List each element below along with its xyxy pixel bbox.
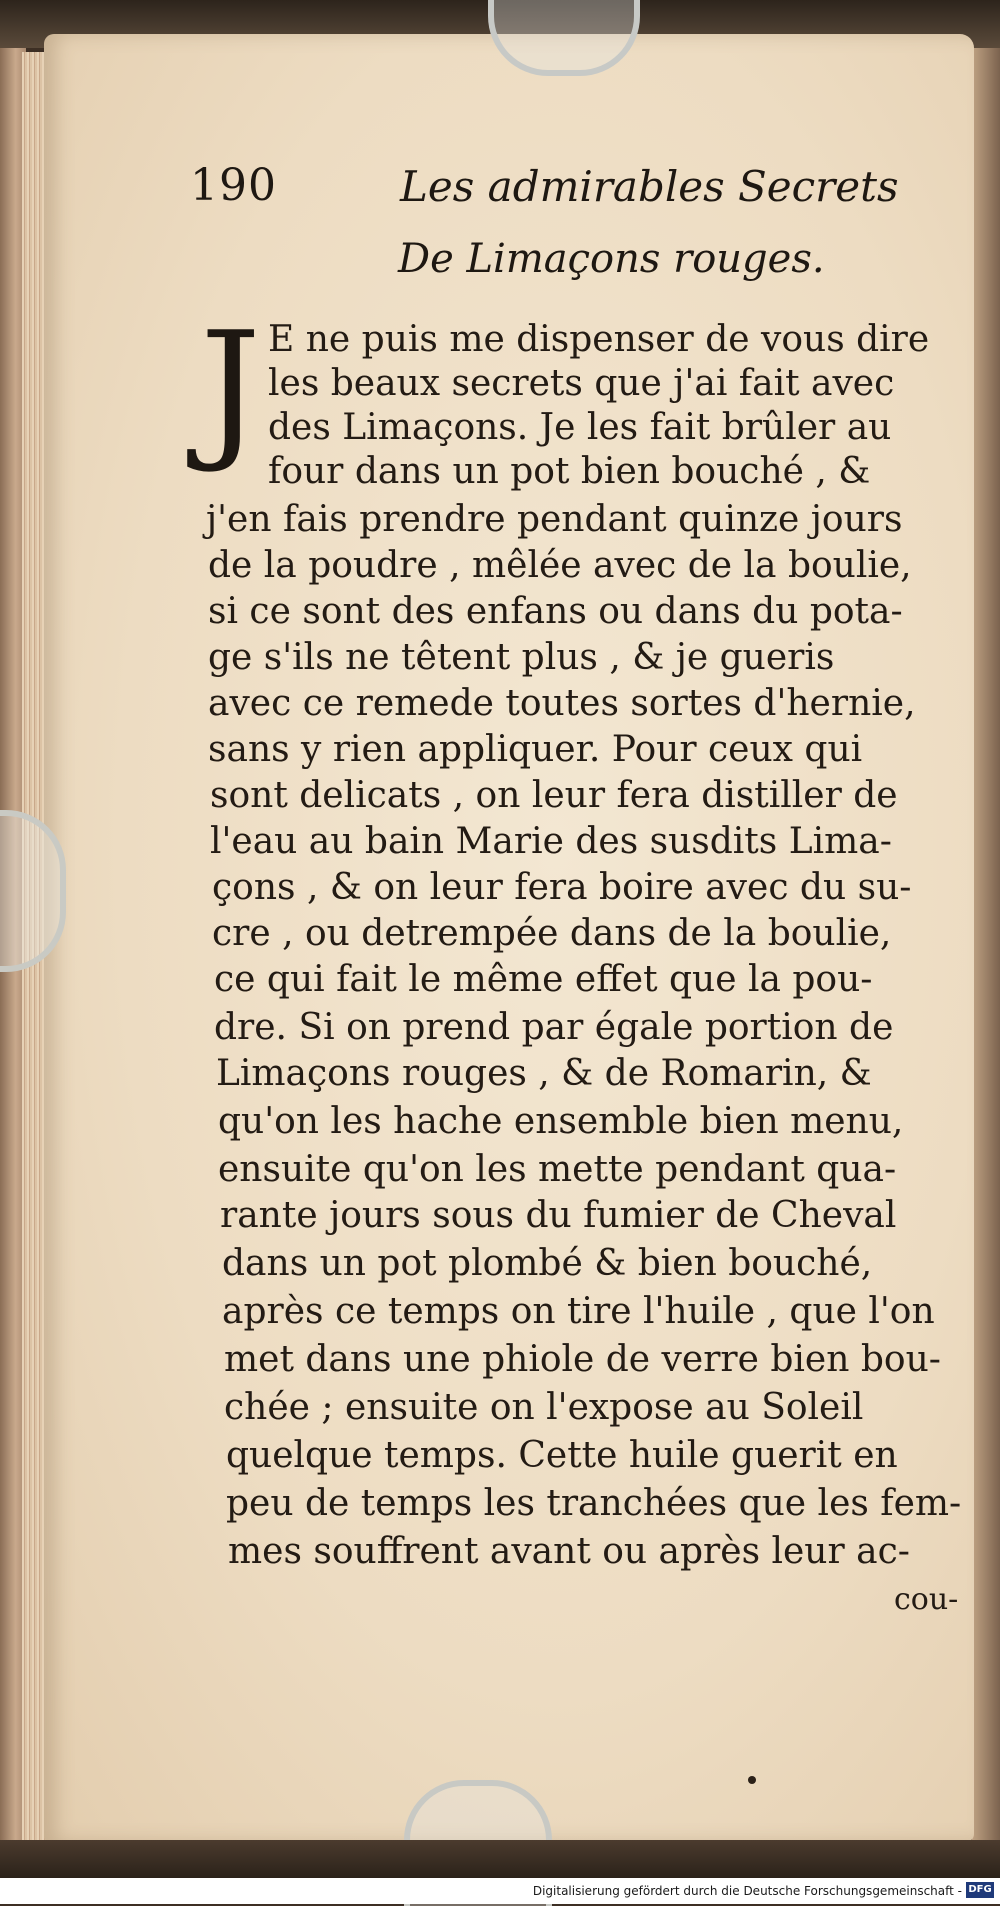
section-heading: De Limaçons rouges. xyxy=(398,236,825,282)
text-line: rante jours sous du fumier de Cheval xyxy=(220,1195,897,1236)
text-line: ce qui fait le même effet que la pou- xyxy=(214,959,873,1000)
text-line: quelque temps. Cette huile guerit en xyxy=(226,1435,898,1476)
text-line: des Limaçons. Je les fait brûler au xyxy=(268,407,892,448)
running-title: Les admirables Secrets xyxy=(400,162,899,211)
text-line: mes souffrent avant ou après leur ac- xyxy=(228,1531,910,1572)
text-line: sont delicats , on leur fera distiller de xyxy=(210,775,898,816)
text-line: j'en fais prendre pendant quinze jours xyxy=(206,499,903,540)
text-line: çons , & on leur fera boire avec du su- xyxy=(212,867,912,908)
scan-background-bottom xyxy=(0,1840,1000,1878)
text-line: qu'on les hache ensemble bien menu, xyxy=(218,1101,904,1142)
ink-dot xyxy=(748,1776,756,1784)
text-line: Limaçons rouges , & de Romarin, & xyxy=(216,1053,872,1094)
digitization-credit: Digitalisierung gefördert durch die Deutsche Forschungsgemeinschaft - xyxy=(532,1884,962,1898)
book-right-edge xyxy=(972,48,1000,1840)
text-line: après ce temps on tire l'huile , que l'on xyxy=(222,1291,935,1332)
text-line: four dans un pot bien bouché , & xyxy=(268,451,871,492)
text-line: ge s'ils ne têtent plus , & je gueris xyxy=(208,637,835,678)
text-line: de la poudre , mêlée avec de la boulie, xyxy=(208,545,912,586)
text-line: ensuite qu'on les mette pendant qua- xyxy=(218,1149,897,1190)
catchword: cou- xyxy=(894,1582,959,1617)
text-line: E ne puis me dispenser de vous dire xyxy=(268,319,930,360)
page-header xyxy=(190,160,950,220)
text-line: peu de temps les tranchées que les fem- xyxy=(226,1483,962,1524)
text-line: dans un pot plombé & bien bouché, xyxy=(222,1243,873,1284)
text-line: si ce sont des enfans ou dans du pota- xyxy=(208,591,903,632)
text-line: dre. Si on prend par égale portion de xyxy=(214,1007,894,1048)
text-line: l'eau au bain Marie des susdits Lima- xyxy=(210,821,892,862)
drop-cap: J xyxy=(200,299,261,476)
text-line: avec ce remede toutes sortes d'hernie, xyxy=(208,683,916,724)
dfg-logo: DFG xyxy=(966,1882,994,1898)
text-line: les beaux secrets que j'ai fait avec xyxy=(268,363,895,404)
text-line: cre , ou detrempée dans de la boulie, xyxy=(212,913,892,954)
text-line: met dans une phiole de verre bien bou- xyxy=(224,1339,941,1380)
text-line: sans y rien appliquer. Pour ceux qui xyxy=(208,729,863,770)
text-line: chée ; ensuite on l'expose au Soleil xyxy=(224,1387,864,1428)
page-number: 190 xyxy=(190,160,277,211)
